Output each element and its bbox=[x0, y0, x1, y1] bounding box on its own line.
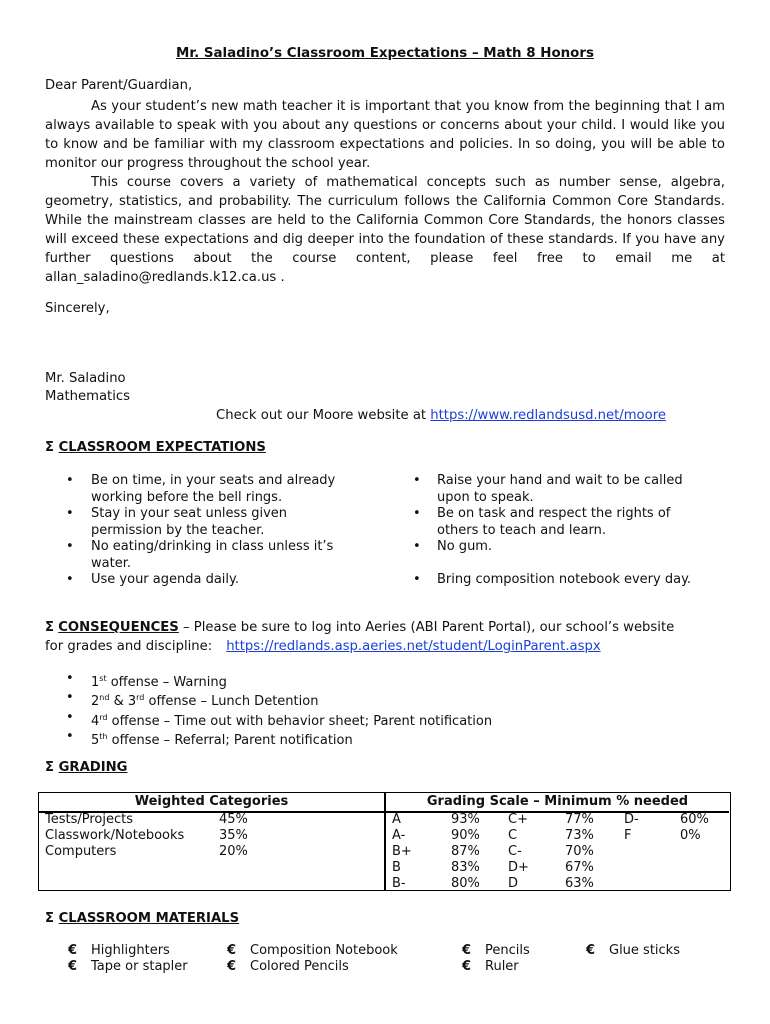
expectation-item-line: permission by the teacher. bbox=[91, 522, 265, 538]
expectation-item bbox=[91, 473, 335, 506]
category-weight: 35% bbox=[219, 828, 248, 843]
offense-ordinal: rd bbox=[99, 712, 108, 722]
grade-minimum: 87% bbox=[451, 844, 480, 859]
grade-letter: F bbox=[624, 828, 632, 843]
euro-bullet-icon: € bbox=[227, 959, 237, 974]
expectation-item-line: Raise your hand and wait to be called bbox=[437, 473, 683, 488]
grade-minimum: 70% bbox=[565, 844, 594, 859]
offense-number: 4 bbox=[91, 713, 100, 729]
grade-minimum: 63% bbox=[565, 876, 594, 891]
expectation-item-line: upon to speak. bbox=[437, 489, 534, 505]
sigma-icon: Σ bbox=[45, 440, 55, 455]
grade-letter: D- bbox=[624, 812, 639, 827]
offense-number: & 3 bbox=[109, 694, 137, 710]
expectation-item-line: No eating/drinking in class unless it’s bbox=[91, 539, 334, 554]
sigma-icon: Σ bbox=[45, 911, 55, 926]
letter-paragraph-1: As your student’s new math teacher it is important that you know from the beginning that I am always available to speak with you about any questions or concerns about your child. I would like you to know and be familiar with my classroom expectations and policies. In so doing, you will be able to monitor our progress throughout the school year. bbox=[45, 99, 725, 171]
expectation-item bbox=[437, 572, 691, 589]
bullet-icon: • bbox=[66, 728, 74, 744]
grade-letter: A bbox=[392, 812, 401, 827]
closing: Sincerely, bbox=[45, 301, 110, 316]
material-item: Ruler bbox=[485, 959, 519, 974]
grade-minimum: 90% bbox=[451, 828, 480, 843]
expectation-item bbox=[91, 539, 333, 572]
offense-number: 1 bbox=[91, 675, 100, 690]
grade-letter: B bbox=[392, 860, 401, 875]
material-item: Tape or stapler bbox=[91, 959, 188, 974]
offense-ordinal: nd bbox=[99, 693, 110, 703]
grade-letter: B+ bbox=[392, 844, 412, 859]
grade-letter: C- bbox=[508, 844, 522, 859]
euro-bullet-icon: € bbox=[68, 959, 78, 974]
expectations-heading bbox=[45, 440, 266, 455]
expectation-item-line: Use your agenda daily. bbox=[91, 572, 240, 587]
offense-number: 5 bbox=[91, 732, 100, 748]
expectation-item bbox=[91, 506, 287, 539]
offense-text: offense – Time out with behavior sheet; Parent notification bbox=[107, 713, 493, 729]
material-item: Composition Notebook bbox=[250, 943, 398, 958]
expectation-item bbox=[91, 572, 239, 589]
bullet-icon: • bbox=[66, 671, 74, 686]
consequences-heading bbox=[45, 620, 674, 635]
bullet-icon: • bbox=[66, 473, 74, 488]
euro-bullet-icon: € bbox=[462, 959, 472, 974]
expectation-item-line: working before the bell rings. bbox=[91, 489, 283, 505]
material-item: Colored Pencils bbox=[250, 959, 349, 974]
offense-number: 2 bbox=[91, 694, 100, 710]
material-item: Pencils bbox=[485, 943, 530, 958]
signature-name: Mr. Saladino bbox=[45, 371, 126, 386]
expectation-item bbox=[437, 539, 492, 556]
grade-minimum: 93% bbox=[451, 812, 480, 827]
euro-bullet-icon: € bbox=[462, 943, 472, 958]
expectation-item bbox=[437, 506, 670, 539]
consequences-text-2: for grades and discipline: bbox=[45, 639, 213, 654]
bullet-icon: • bbox=[413, 572, 421, 587]
expectation-item-line: others to teach and learn. bbox=[437, 522, 606, 538]
grade-minimum: 80% bbox=[451, 876, 480, 891]
category-name: Computers bbox=[45, 844, 117, 859]
moore-website-link[interactable]: https://www.redlandsusd.net/moore bbox=[430, 408, 666, 423]
website-prefix: Check out our Moore website at bbox=[216, 408, 431, 423]
material-item: Highlighters bbox=[91, 943, 170, 958]
consequences-line-2 bbox=[45, 639, 601, 654]
grade-minimum: 67% bbox=[565, 860, 594, 875]
grading-table bbox=[38, 792, 731, 891]
euro-bullet-icon: € bbox=[227, 943, 237, 958]
grade-minimum: 73% bbox=[565, 828, 594, 843]
signature-department: Mathematics bbox=[45, 389, 130, 404]
expectation-item-line: Be on task and respect the rights of bbox=[437, 506, 671, 521]
sigma-icon: Σ bbox=[45, 620, 55, 635]
material-item: Glue sticks bbox=[609, 943, 680, 958]
expectation-item-line: Bring composition notebook every day. bbox=[437, 572, 692, 587]
grade-letter: A- bbox=[392, 828, 406, 843]
page-title: Mr. Saladino’s Classroom Expectations – Math 8 Honors bbox=[176, 46, 594, 61]
category-weight: 45% bbox=[219, 812, 248, 827]
consequences-heading-text: CONSEQUENCES bbox=[58, 620, 179, 635]
grade-letter: D+ bbox=[508, 860, 529, 875]
offense-text: offense – Warning bbox=[106, 675, 227, 690]
grade-letter: D bbox=[508, 876, 519, 891]
expectation-item-line: Stay in your seat unless given bbox=[91, 506, 288, 521]
bullet-icon: • bbox=[66, 709, 74, 725]
expectation-item-line: Be on time, in your seats and already bbox=[91, 473, 336, 488]
consequence-item bbox=[91, 710, 492, 731]
grade-letter: C+ bbox=[508, 812, 528, 827]
website-line bbox=[216, 408, 666, 423]
offense-ordinal: rd bbox=[136, 693, 145, 703]
category-name: Classwork/Notebooks bbox=[45, 828, 185, 843]
category-name: Tests/Projects bbox=[45, 812, 134, 827]
offense-ordinal: st bbox=[99, 674, 107, 683]
bullet-icon: • bbox=[66, 506, 74, 521]
grading-heading-text: GRADING bbox=[58, 760, 128, 775]
grade-minimum: 60% bbox=[680, 812, 709, 827]
bullet-icon: • bbox=[66, 690, 74, 706]
consequence-item bbox=[91, 729, 353, 750]
consequence-item bbox=[91, 690, 318, 711]
aeries-login-link[interactable]: https://redlands.asp.aeries.net/student/LoginParent.aspx bbox=[226, 639, 601, 654]
expectation-item-line: water. bbox=[91, 555, 131, 571]
expectation-item bbox=[437, 473, 683, 506]
weighted-categories-header: Weighted Categories bbox=[134, 794, 289, 809]
expectations-heading-text: CLASSROOM EXPECTATIONS bbox=[58, 440, 266, 455]
greeting: Dear Parent/Guardian, bbox=[45, 78, 193, 93]
grading-heading bbox=[45, 760, 128, 775]
euro-bullet-icon: € bbox=[68, 943, 78, 958]
materials-heading-text: CLASSROOM MATERIALS bbox=[58, 911, 240, 926]
expectation-item-line: No gum. bbox=[437, 539, 493, 554]
bullet-icon: • bbox=[66, 539, 74, 554]
sigma-icon: Σ bbox=[45, 760, 55, 775]
euro-bullet-icon: € bbox=[586, 943, 596, 958]
grade-minimum: 83% bbox=[451, 860, 480, 875]
grade-minimum: 0% bbox=[680, 828, 701, 843]
materials-heading bbox=[45, 911, 239, 926]
bullet-icon: • bbox=[413, 506, 421, 521]
consequences-text: – Please be sure to log into Aeries (ABI Parent Portal), our school’s website bbox=[178, 620, 675, 635]
offense-ordinal: th bbox=[99, 731, 108, 741]
grade-letter: C bbox=[508, 828, 518, 843]
letter-paragraph-2: This course covers a variety of mathematical concepts such as number sense, algebra, geometry, statistics, and probability. The curriculum follows the California Common Core Standards. While the mainstream classes are held to the California Common Core Standards, the honors classes will exceed these expectations and dig deeper into the foundation of these standards. If you have any further questions about the course content, please feel free to email me at allan_saladino@redlands.k12.ca.us . bbox=[45, 175, 725, 285]
consequence-item bbox=[91, 671, 227, 692]
bullet-icon: • bbox=[413, 539, 421, 554]
grade-minimum: 77% bbox=[565, 812, 594, 827]
category-weight: 20% bbox=[219, 844, 248, 859]
bullet-icon: • bbox=[413, 473, 421, 488]
grade-letter: B- bbox=[392, 876, 406, 891]
grading-scale-header: Grading Scale – Minimum % needed bbox=[426, 794, 689, 809]
offense-text: offense – Lunch Detention bbox=[144, 694, 319, 710]
bullet-icon: • bbox=[66, 572, 74, 587]
offense-text: offense – Referral; Parent notification bbox=[107, 732, 353, 748]
